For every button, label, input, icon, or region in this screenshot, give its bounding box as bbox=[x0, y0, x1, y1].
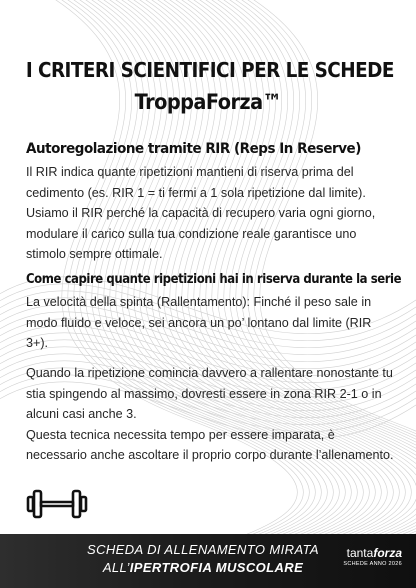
paragraph-slowdown-text: Quando la ripetizione comincia davvero a rallentare nonostante tu stia spingendo al massimo, dovresti essere in zona RIR 2-1 o in alcuni casi anche 3. bbox=[26, 366, 393, 421]
dumbbell-icon bbox=[25, 486, 89, 522]
brand-subtitle: SCHEDE ANNO 2026 bbox=[343, 561, 402, 567]
paragraph-technique-text: Questa tecnica necessita tempo per essere imparata, è necessario anche ascoltare il proprio corpo durante l’allenamento. bbox=[26, 427, 394, 462]
page-title-line-1: I CRITERI SCIENTIFICI PER LE SCHEDE bbox=[25, 58, 394, 82]
footer-line-2-bold: IPERTROFIA MUSCOLARE bbox=[129, 560, 304, 575]
section-paragraph-speed: La velocità della spinta (Rallentamento): Finché il peso sale in modo fluido e veloce, sei ancora un po’ lontano dal limite (RIR 3+). bbox=[26, 295, 372, 350]
footer-line-2-prefix: ALL’ bbox=[102, 560, 130, 575]
section-paragraph-rir: Il RIR indica quante ripetizioni mantieni di riserva prima del cedimento (es. RIR 1 = ti fermi a 1 sola ripetizione dal limite). Usiamo il RIR perché la capacità di recupero varia ogni giorno, modulare il carico sulla tua condizione reale garantisce uno stimolo sempre ottimale. bbox=[26, 165, 376, 261]
section-heading-rir: Autoregolazione tramite RIR (Reps In Reserve) bbox=[26, 141, 361, 157]
footer-line-1: SCHEDA DI ALLENAMENTO MIRATA bbox=[87, 542, 319, 557]
brand-logo-light: tanta bbox=[346, 546, 374, 560]
section-heading-reserve: Come capire quante ripetizioni hai in riserva durante la serie bbox=[26, 272, 402, 287]
footer-line-2 bbox=[60, 560, 346, 575]
page-title-line-2: TroppaForza™ bbox=[134, 90, 282, 114]
brand-logo bbox=[343, 547, 402, 568]
section-paragraph-slowdown bbox=[26, 363, 396, 466]
brand-logo-bold: forza bbox=[373, 546, 402, 560]
footer-banner bbox=[0, 534, 416, 588]
